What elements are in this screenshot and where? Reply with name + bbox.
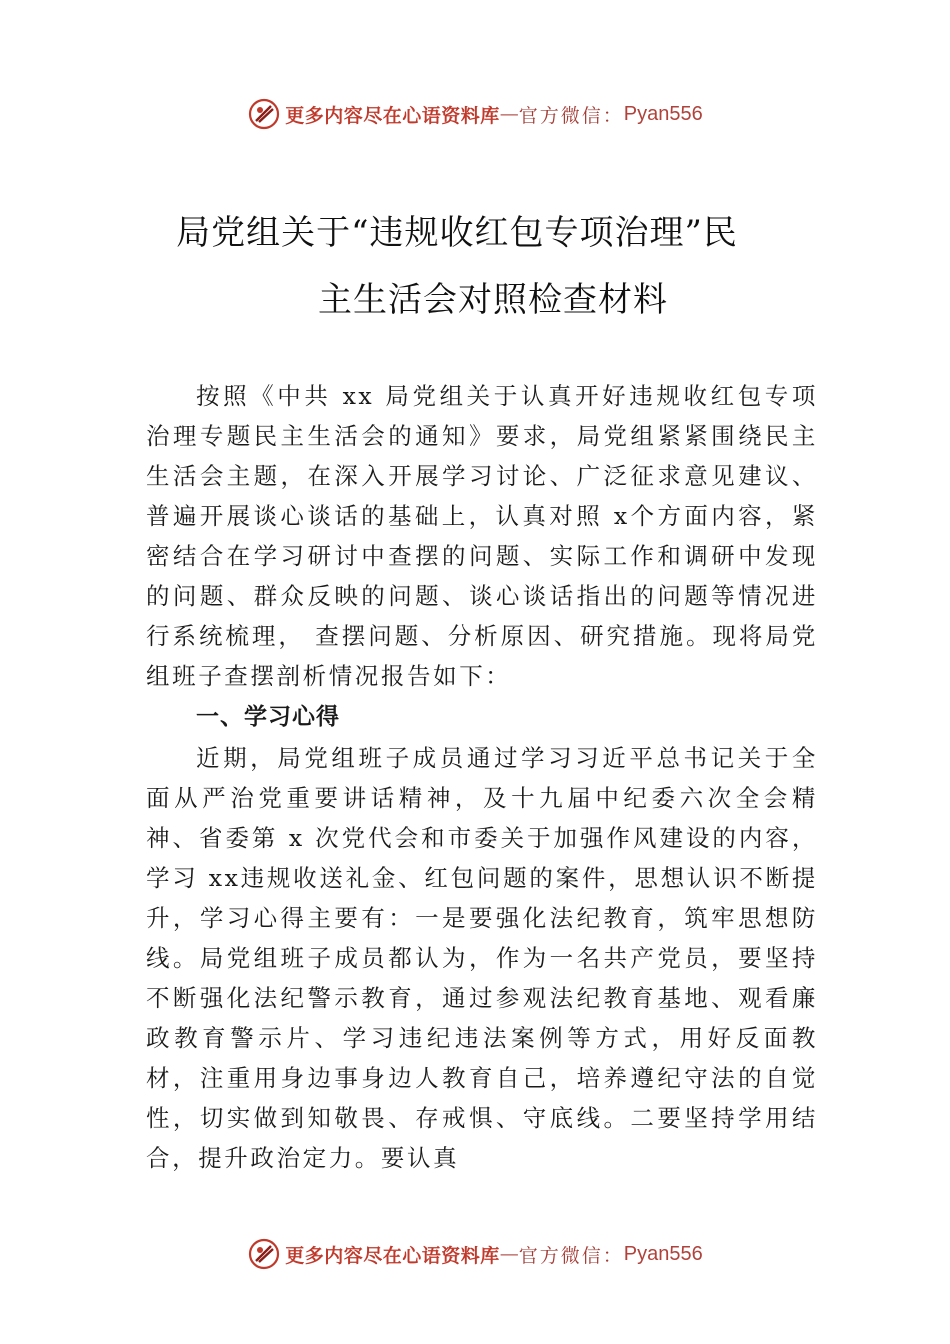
banner-wechat-id: Pyan556 (623, 102, 703, 125)
brand-logo-icon (247, 1237, 281, 1271)
banner-library-text: 更多内容尽在心语资料库 (285, 1244, 500, 1267)
brand-logo-icon (247, 97, 281, 131)
footer-banner (0, 1234, 950, 1274)
document-title-line1: 局党组关于“违规收红包专项治理”民 (176, 213, 738, 253)
banner-wechat-label: 官方微信： (518, 1244, 624, 1267)
header-banner (0, 94, 950, 134)
banner-dash: — (499, 103, 519, 125)
section-heading: 一、学习心得 (196, 704, 340, 730)
section-paragraph: 近期，局党组班子成员通过学习习近平总书记关于全面从严治党重要讲话精神，及十九届中纪委六次全会精神、省委第 x 次党代会和市委关于加强作风建设的内容，学习 xx违规收送礼金、红包问题的案件，思想认识不断提升，学习心得主要有：一是要强化法纪教育，筑牢思想防线。局党组班子成员都认为，作为一名共产党员，要坚持不断强化法纪警示教育，通过参观法纪教育基地、观看廉政教育警示片、学习违纪违法案例等方式，用好反面教材，注重用身边事身边人教育自己，培养遵纪守法的自觉性，切实做到知敬畏、存戒惧、守底线。二要坚持学用结合，提升政治定力。要认真 (146, 744, 818, 1172)
document-title-line2: 主生活会对照检查材料 (318, 280, 668, 320)
banner-library-text: 更多内容尽在心语资料库 (285, 104, 500, 127)
intro-paragraph: 按照《中共 xx 局党组关于认真开好违规收红包专项治理专题民主生活会的通知》要求，局党组紧紧围绕民主生活会主题，在深入开展学习讨论、广泛征求意见建议、普遍开展谈心谈话的基础上，认真对照 x个方面内容，紧密结合在学习研讨中查摆的问题、实际工作和调研中发现的问题、群众反映的问题、谈心谈话指出的问题等情况进行系统梳理， 查摆问题、分析原因、研究措施。现将局党组班子查摆剖析情况报告如下： (146, 382, 818, 690)
banner-wechat-label: 官方微信： (518, 104, 624, 127)
banner-dash: — (499, 1243, 519, 1265)
banner-wechat-id: Pyan556 (623, 1242, 703, 1265)
